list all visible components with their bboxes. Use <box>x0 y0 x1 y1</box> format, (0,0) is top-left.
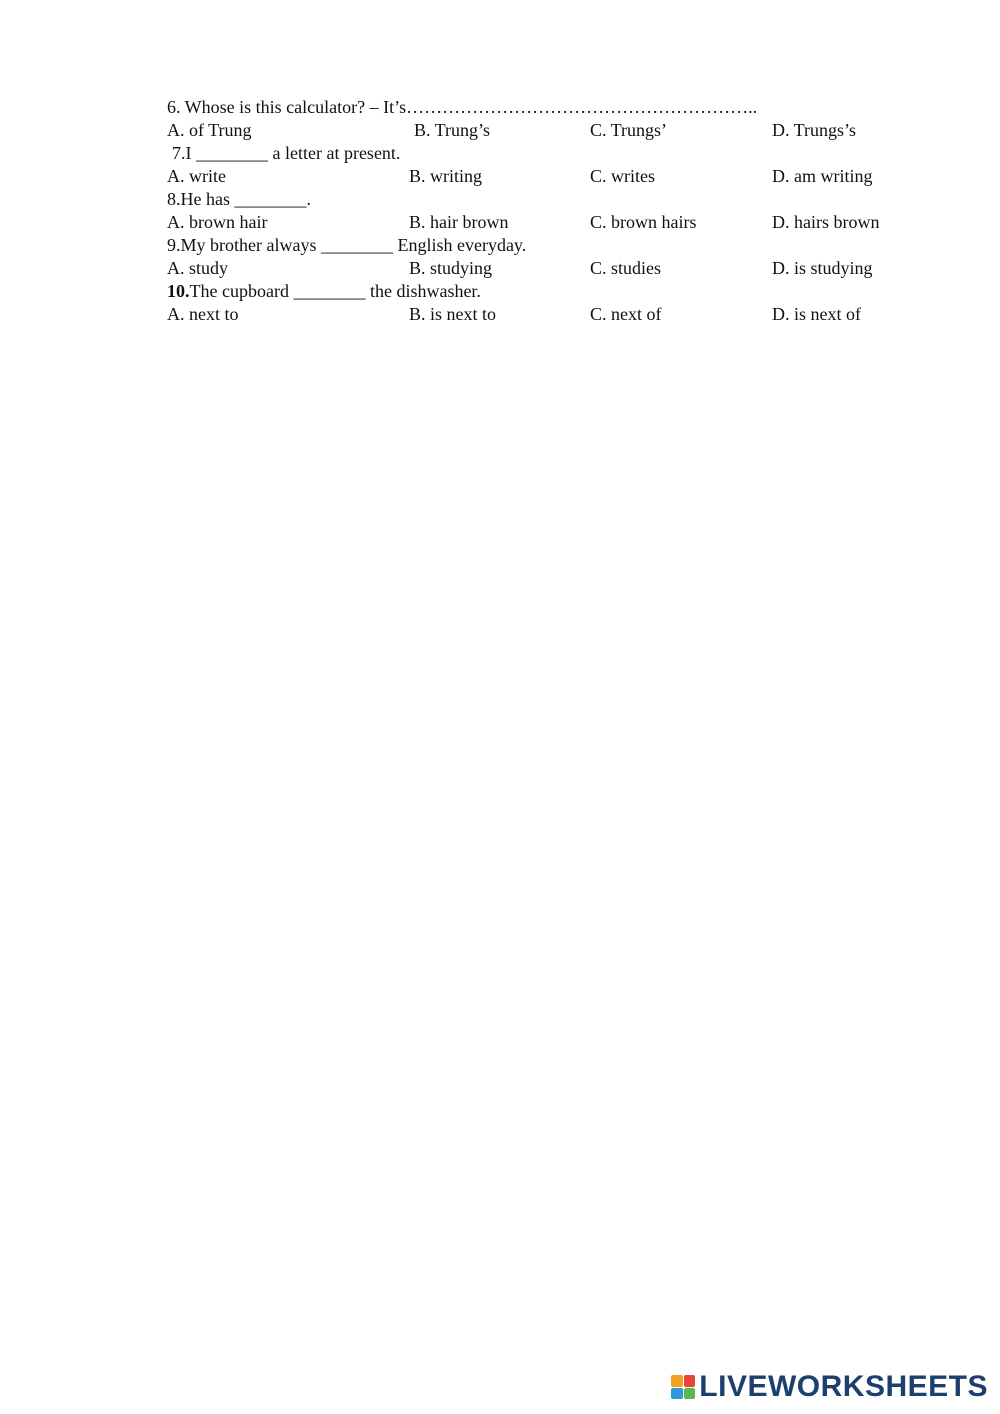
question-6 <box>167 96 927 119</box>
question-number: 7. <box>172 143 186 163</box>
option-a[interactable]: A. next to <box>167 304 239 324</box>
question-10 <box>167 280 927 303</box>
option-d[interactable]: D. hairs brown <box>772 212 880 232</box>
option-a[interactable]: A. of Trung <box>167 120 252 140</box>
brand-name: LIVEWORKSHEETS <box>699 1370 988 1403</box>
logo-tile <box>684 1388 696 1400</box>
question-number: 9. <box>167 235 181 255</box>
logo-tile <box>671 1388 683 1400</box>
option-c[interactable]: C. next of <box>590 304 662 324</box>
question-7 <box>167 142 927 165</box>
options-8 <box>167 211 927 234</box>
option-d[interactable]: D. Trungs’s <box>772 120 857 140</box>
question-9 <box>167 234 927 257</box>
liveworksheets-logo-icon <box>671 1375 695 1399</box>
options-10 <box>167 303 927 326</box>
logo-tile <box>684 1375 696 1387</box>
question-stem: My brother always ________ English everyday. <box>180 235 527 255</box>
option-a[interactable]: A. study <box>167 258 229 278</box>
option-a[interactable]: A. write <box>167 166 226 186</box>
question-number: 8. <box>167 189 181 209</box>
option-c[interactable]: C. brown hairs <box>590 212 697 232</box>
question-stem: He has ________. <box>180 189 311 209</box>
option-b[interactable]: B. writing <box>409 166 483 186</box>
question-stem: The cupboard ________ the dishwasher. <box>189 281 481 301</box>
option-b[interactable]: B. is next to <box>409 304 497 324</box>
option-a[interactable]: A. brown hair <box>167 212 268 232</box>
option-c[interactable]: C. Trungs’ <box>590 120 668 140</box>
options-9 <box>167 257 927 280</box>
options-6 <box>167 119 927 142</box>
logo-tile <box>671 1375 683 1387</box>
question-number: 6. <box>167 97 181 117</box>
option-b[interactable]: B. studying <box>409 258 493 278</box>
option-c[interactable]: C. writes <box>590 166 655 186</box>
question-number: 10. <box>167 281 190 301</box>
option-d[interactable]: D. am writing <box>772 166 873 186</box>
option-d[interactable]: D. is next of <box>772 304 861 324</box>
option-b[interactable]: B. hair brown <box>409 212 509 232</box>
option-d[interactable]: D. is studying <box>772 258 873 278</box>
options-7 <box>167 165 927 188</box>
option-c[interactable]: C. studies <box>590 258 662 278</box>
question-stem: I ________ a letter at present. <box>185 143 401 163</box>
question-stem: Whose is this calculator? – It’s………………………………………………….. <box>180 97 758 117</box>
liveworksheets-brand <box>671 1370 988 1404</box>
question-8 <box>167 188 927 211</box>
worksheet <box>167 96 927 326</box>
option-b[interactable]: B. Trung’s <box>414 120 491 140</box>
